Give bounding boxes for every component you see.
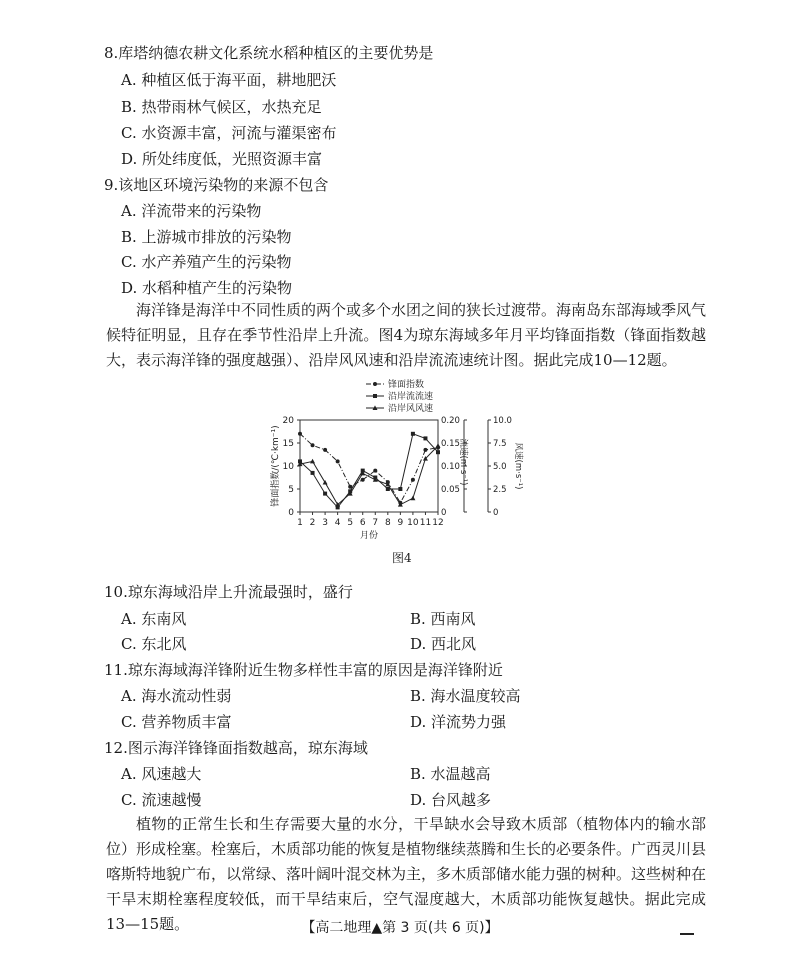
question-8-option-c: C. 水资源丰富，河流与灌渠密布 — [121, 124, 337, 142]
question-12-option-b: B. 水温越高 — [410, 765, 491, 783]
right-inner-axis-tick-label: 0.20 — [441, 416, 460, 426]
data-point-square — [323, 492, 327, 496]
data-point-circle — [373, 469, 377, 473]
legend-label-2: 沿岸流流速 — [388, 392, 434, 402]
data-point-circle — [423, 448, 427, 452]
legend-label-1: 锋面指数 — [388, 380, 425, 390]
data-point-circle — [311, 443, 315, 447]
data-point-square — [423, 436, 427, 440]
data-point-circle — [411, 478, 415, 482]
right-inner-axis-tick-label: 0.10 — [441, 462, 460, 472]
left-axis-label: 锋面指数/(℃·km⁻¹) — [271, 425, 281, 507]
x-axis-tick-label: 10 — [407, 518, 419, 528]
x-axis-tick-label: 12 — [432, 518, 444, 528]
legend-label-3: 沿岸风风速 — [388, 404, 434, 414]
question-12-stem: 12.图示海洋锋锋面指数越高，琼东海域 — [104, 739, 368, 757]
corner-mark — [680, 933, 694, 935]
right-inner-axis-label: 流速(m·s⁻¹) — [458, 438, 468, 486]
figure-caption: 图4 — [392, 551, 412, 565]
x-axis-tick-label: 1 — [297, 518, 303, 528]
question-9-stem: 9.该地区环境污染物的来源不包含 — [104, 176, 329, 194]
plot-frame — [300, 420, 438, 512]
right-outer-axis-label: 风速(m·s⁻¹) — [513, 442, 523, 490]
question-8-option-a: A. 种植区低于海平面，耕地肥沃 — [121, 71, 337, 89]
question-10-option-c: C. 东北风 — [121, 635, 187, 653]
x-axis-tick-label: 9 — [397, 518, 404, 528]
figure-4-chart — [268, 378, 538, 546]
right-outer-axis-tick-label: 10.0 — [493, 416, 512, 426]
x-axis-tick-label: 5 — [347, 518, 354, 528]
question-11-option-b: B. 海水温度较高 — [410, 687, 521, 705]
left-axis-tick-label: 0 — [288, 508, 294, 518]
series-line-1 — [300, 434, 438, 503]
left-axis-tick-label: 15 — [282, 439, 294, 449]
question-9-option-d: D. 水稻种植产生的污染物 — [121, 279, 293, 297]
question-11-option-a: A. 海水流动性弱 — [121, 687, 232, 705]
left-axis-tick-label: 10 — [282, 462, 294, 472]
x-axis-tick-label: 11 — [419, 518, 432, 528]
data-point-triangle — [410, 496, 415, 501]
data-point-square — [311, 471, 315, 475]
x-axis-label: 月份 — [359, 531, 379, 541]
x-axis-tick-label: 4 — [334, 518, 341, 528]
x-axis-tick-label: 6 — [359, 518, 366, 528]
question-11-option-d: D. 洋流势力强 — [410, 713, 507, 731]
data-point-circle — [361, 478, 365, 482]
right-outer-axis-tick-label: 5.0 — [493, 462, 507, 472]
legend-marker-square — [373, 394, 377, 398]
passage-ocean-front-text: 海洋锋是海洋中不同性质的两个或多个水团之间的狭长过渡带。海南岛东部海域季风气候特征明显，且存在季节性沿岸上升流。图4为琼东海域多年月平均锋面指数（锋面指数越大，表示海洋锋的强度越强）、沿岸风风速和沿岸流流速统计图。据此完成10—12题。 — [106, 301, 707, 369]
question-12-option-a: A. 风速越大 — [121, 765, 202, 783]
data-point-square — [411, 432, 415, 436]
x-axis-tick-label: 3 — [322, 518, 328, 528]
right-inner-axis-tick-label: 0 — [441, 508, 447, 518]
data-point-square — [398, 487, 402, 491]
question-11-stem: 11.琼东海域海洋锋附近生物多样性丰富的原因是海洋锋附近 — [104, 661, 503, 679]
question-8-stem: 8.库塔纳德农耕文化系统水稻种植区的主要优势是 — [104, 44, 434, 62]
question-10-stem: 10.琼东海域沿岸上升流最强时，盛行 — [104, 583, 353, 601]
right-inner-axis-tick-label: 0.05 — [441, 485, 460, 495]
passage-xylem-text: 植物的正常生长和生存需要大量的水分，干旱缺水会导致木质部（植物体内的输水部位）形成栓塞。栓塞后，木质部功能的恢复是植物继续蒸腾和生长的必要条件。广西灵川县喀斯特地貌广布，以常绿、落叶阔叶混交林为主，多木质部储水能力强的树种。这些树种在干旱末期栓塞程度较低，而干旱结束后，空气湿度越大，木质部功能恢复越快。据此完成13—15题。 — [106, 815, 707, 933]
passage-ocean-front — [106, 298, 706, 373]
data-point-circle — [298, 432, 302, 436]
right-inner-axis-tick-label: 0.15 — [441, 439, 460, 449]
legend-marker-circle — [373, 382, 377, 386]
left-axis-tick-label: 20 — [282, 416, 294, 426]
right-outer-axis-tick-label: 2.5 — [493, 485, 507, 495]
data-point-circle — [323, 448, 327, 452]
question-10-option-d: D. 西北风 — [410, 635, 477, 653]
x-axis-tick-label: 8 — [384, 518, 391, 528]
right-outer-axis-tick-label: 7.5 — [493, 439, 507, 449]
data-point-square — [436, 450, 440, 454]
question-8-option-b: B. 热带雨林气候区，水热充足 — [121, 98, 322, 116]
question-10-option-a: A. 东南风 — [121, 610, 187, 628]
page-footer: 【高二地理▲第 3 页(共 6 页)】 — [301, 920, 499, 936]
data-point-triangle — [323, 480, 328, 485]
right-outer-axis-tick-label: 0 — [493, 508, 499, 518]
question-9-option-a: A. 洋流带来的污染物 — [121, 202, 262, 220]
question-9-option-b: B. 上游城市排放的污染物 — [121, 228, 292, 246]
question-12-option-d: D. 台风越多 — [410, 791, 492, 809]
question-8-option-d: D. 所处纬度低，光照资源丰富 — [121, 150, 323, 168]
data-point-circle — [336, 459, 340, 463]
question-9-option-c: C. 水产养殖产生的污染物 — [121, 253, 292, 271]
question-11-option-c: C. 营养物质丰富 — [121, 713, 232, 731]
x-axis-tick-label: 7 — [372, 518, 379, 528]
data-point-triangle — [310, 459, 315, 464]
data-point-triangle — [436, 443, 441, 448]
left-axis-tick-label: 5 — [288, 485, 294, 495]
question-10-option-b: B. 西南风 — [410, 610, 476, 628]
x-axis-tick-label: 2 — [309, 518, 316, 528]
question-12-option-c: C. 流速越慢 — [121, 791, 202, 809]
